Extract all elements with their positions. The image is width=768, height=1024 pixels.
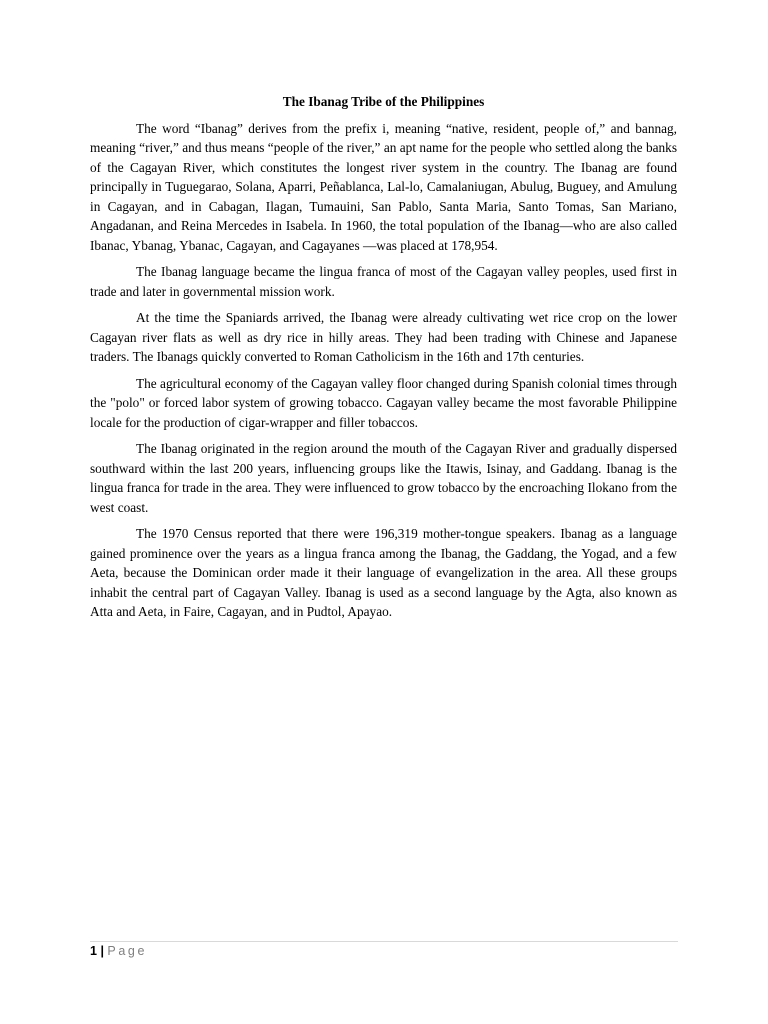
paragraph-origin: The Ibanag originated in the region around the mouth of the Cagayan River and gradually dispersed southward within the last 200 years, influencing groups like the Itawis, Isinay, and Gaddang. Ibanag is the lingua franca for trade in the area. They were influenced to grow tobacco by the encroaching Ilokano from the west coast. <box>90 441 677 515</box>
page-number: 1 <box>90 944 97 958</box>
footer-separator: | <box>100 944 104 958</box>
paragraph-language: The Ibanag language became the lingua franca of most of the Cagayan valley peoples, used first in trade and later in governmental mission work. <box>90 264 677 299</box>
paragraph-census: The 1970 Census reported that there were 196,319 mother-tongue speakers. Ibanag as a language gained prominence over the years as a lingua franca among the Ibanag, the Gaddang, the Yogad, and a few Aeta, because the Dominican order made it their language of evangelization in the area. All these groups inhabit the central part of Cagayan Valley. Ibanag is used as a second language by the Agta, also known as Atta and Aeta, in Faire, Cagayan, and in Pudtol, Apayao. <box>90 526 677 619</box>
page-label: Page <box>107 944 148 958</box>
footer-divider <box>90 941 678 942</box>
document-title: The Ibanag Tribe of the Philippines <box>282 94 485 109</box>
document-body <box>90 92 677 629</box>
paragraph-spaniards: At the time the Spaniards arrived, the Ibanag were already cultivating wet rice crop on the lower Cagayan river flats as well as dry rice in hilly areas. They had been trading with Chinese and Japanese traders. The Ibanags quickly converted to Roman Catholicism in the 16th and 17th centuries. <box>90 310 677 364</box>
paragraph-etymology: The word “Ibanag” derives from the prefix i, meaning “native, resident, people of,” and bannag, meaning “river,” and thus means “people of the river,” an apt name for the people who settled along the banks of the Cagayan River, which constitutes the longest river system in the country. The Ibanag are found principally in Tuguegarao, Solana, Aparri, Peñablanca, Lal-lo, Camalaniugan, Abulug, Buguey, and Amulung in Cagayan, and in Cabagan, Ilagan, Tumauini, San Pablo, Santa Maria, Santo Tomas, San Mariano, Angadanan, and Reina Mercedes in Isabela. In 1960, the total population of the Ibanag—who are also called Ibanac, Ybanag, Ybanac, Cagayan, and Cagayanes —was placed at 178,954. <box>90 120 677 253</box>
paragraph-agriculture: The agricultural economy of the Cagayan valley floor changed during Spanish colonial times through the "polo" or forced labor system of growing tobacco. Cagayan valley became the most favorable Philippine locale for the production of cigar-wrapper and filler tobaccos. <box>90 375 677 430</box>
page-footer <box>90 943 147 959</box>
